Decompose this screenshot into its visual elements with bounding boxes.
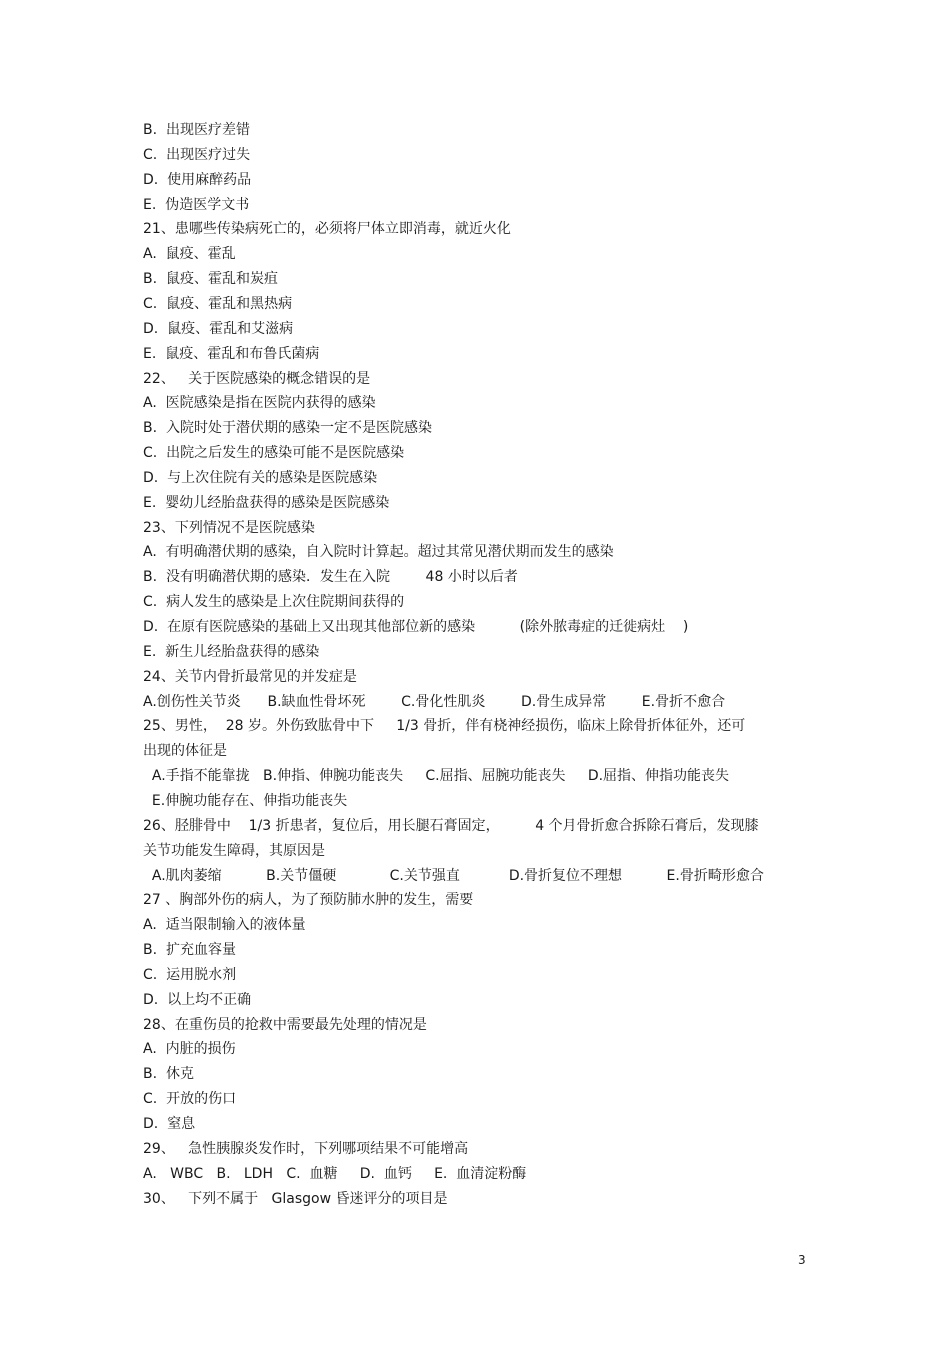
text-line: B. 没有明确潜伏期的感染．发生在入院 48 小时以后者 xyxy=(143,569,518,586)
text-line: E.伸腕功能存在、伸指功能丧失 xyxy=(143,792,348,809)
text-line: 关节功能发生障碍，其原因是 xyxy=(143,842,325,859)
text-line: C. 运用脱水剂 xyxy=(143,966,237,983)
text-line: A.创伤性关节炎 B.缺血性骨坏死 C.骨化性肌炎 D.骨生成异常 E.骨折不愈合 xyxy=(143,693,726,710)
text-line: D. 以上均不正确 xyxy=(143,991,252,1008)
text-line: D. 窒息 xyxy=(143,1116,196,1132)
text-line: C. 开放的伤口 xyxy=(143,1091,237,1108)
text-line: 出现的体征是 xyxy=(143,743,227,760)
text-line: A. 内脏的损伤 xyxy=(143,1041,236,1058)
text-line: D. 鼠疫、霍乱和艾滋病 xyxy=(143,320,294,337)
text-line: C. 鼠疫、霍乱和黑热病 xyxy=(143,295,293,312)
text-line: A. 鼠疫、霍乱 xyxy=(143,246,236,263)
text-line: 28、在重伤员的抢救中需要最先处理的情况是 xyxy=(143,1016,427,1033)
text-line: A.肌肉萎缩 B.关节僵硬 C.关节强直 D.骨折复位不理想 E.骨折畸形愈合 xyxy=(143,867,764,884)
text-line: 29、 急性胰腺炎发作时，下列哪项结果不可能增高 xyxy=(143,1140,469,1157)
text-line: 26、胫腓骨中 1/3 折患者，复位后，用长腿石膏固定， 4 个月骨折愈合拆除石膏后，发现膝 xyxy=(143,817,759,834)
text-line: 30、 下列不属于 Glasgow 昏迷评分的项目是 xyxy=(143,1190,448,1207)
text-line: C. 病人发生的感染是上次住院期间获得的 xyxy=(143,594,405,611)
text-line: 25、男性， 28 岁。外伤致肱骨中下 1/3 骨折，伴有桡神经损伤，临床上除骨折体征外，还可 xyxy=(143,718,746,735)
text-line: 27 、胸部外伤的病人，为了预防肺水肿的发生，需要 xyxy=(143,892,474,909)
text-line: 22、 关于医院感染的概念错误的是 xyxy=(143,370,371,387)
text-line: D. 在原有医院感染的基础上又出现其他部位新的感染 (除外脓毒症的迁徙病灶 ) xyxy=(143,619,689,635)
text-line: A. 医院感染是指在医院内获得的感染 xyxy=(143,395,376,412)
text-line: B. 休克 xyxy=(143,1066,194,1083)
text-line: B. 鼠疫、霍乱和炭疽 xyxy=(143,271,278,288)
text-line: A. 适当限制输入的液体量 xyxy=(143,917,306,934)
text-line: B. 扩充血容量 xyxy=(143,942,236,959)
text-line: 24、关节内骨折最常见的并发症是 xyxy=(143,668,357,685)
text-line: D. 使用麻醉药品 xyxy=(143,171,252,188)
text-line: E. 鼠疫、霍乱和布鲁氏菌病 xyxy=(143,345,320,362)
text-line: 23、下列情况不是医院感染 xyxy=(143,519,315,536)
text-line: A. 有明确潜伏期的感染，自入院时计算起。超过其常见潜伏期而发生的感染 xyxy=(143,544,614,561)
text-line: B. 出现医疗差错 xyxy=(143,122,250,138)
page-number: 3 xyxy=(798,1253,806,1267)
text-line: B. 入院时处于潜伏期的感染一定不是医院感染 xyxy=(143,420,432,437)
text-line: A.手指不能靠拢 B.伸指、伸腕功能丧失 C.屈指、屈腕功能丧失 D.屈指、伸指功能丧失 xyxy=(143,768,730,785)
text-line: C. 出现医疗过失 xyxy=(143,146,251,163)
text-line: 21、患哪些传染病死亡的，必须将尸体立即消毒，就近火化 xyxy=(143,221,511,238)
text-line: E. 婴幼儿经胎盘获得的感染是医院感染 xyxy=(143,494,390,511)
text-line: C. 出院之后发生的感染可能不是医院感染 xyxy=(143,445,405,462)
text-line: A. WBC B. LDH C. 血糖 D. 血钙 E. 血清淀粉酶 xyxy=(143,1165,527,1182)
text-line: E. 伪造医学文书 xyxy=(143,196,250,213)
text-line: E. 新生儿经胎盘获得的感染 xyxy=(143,643,320,660)
text-line: D. 与上次住院有关的感染是医院感染 xyxy=(143,469,378,486)
